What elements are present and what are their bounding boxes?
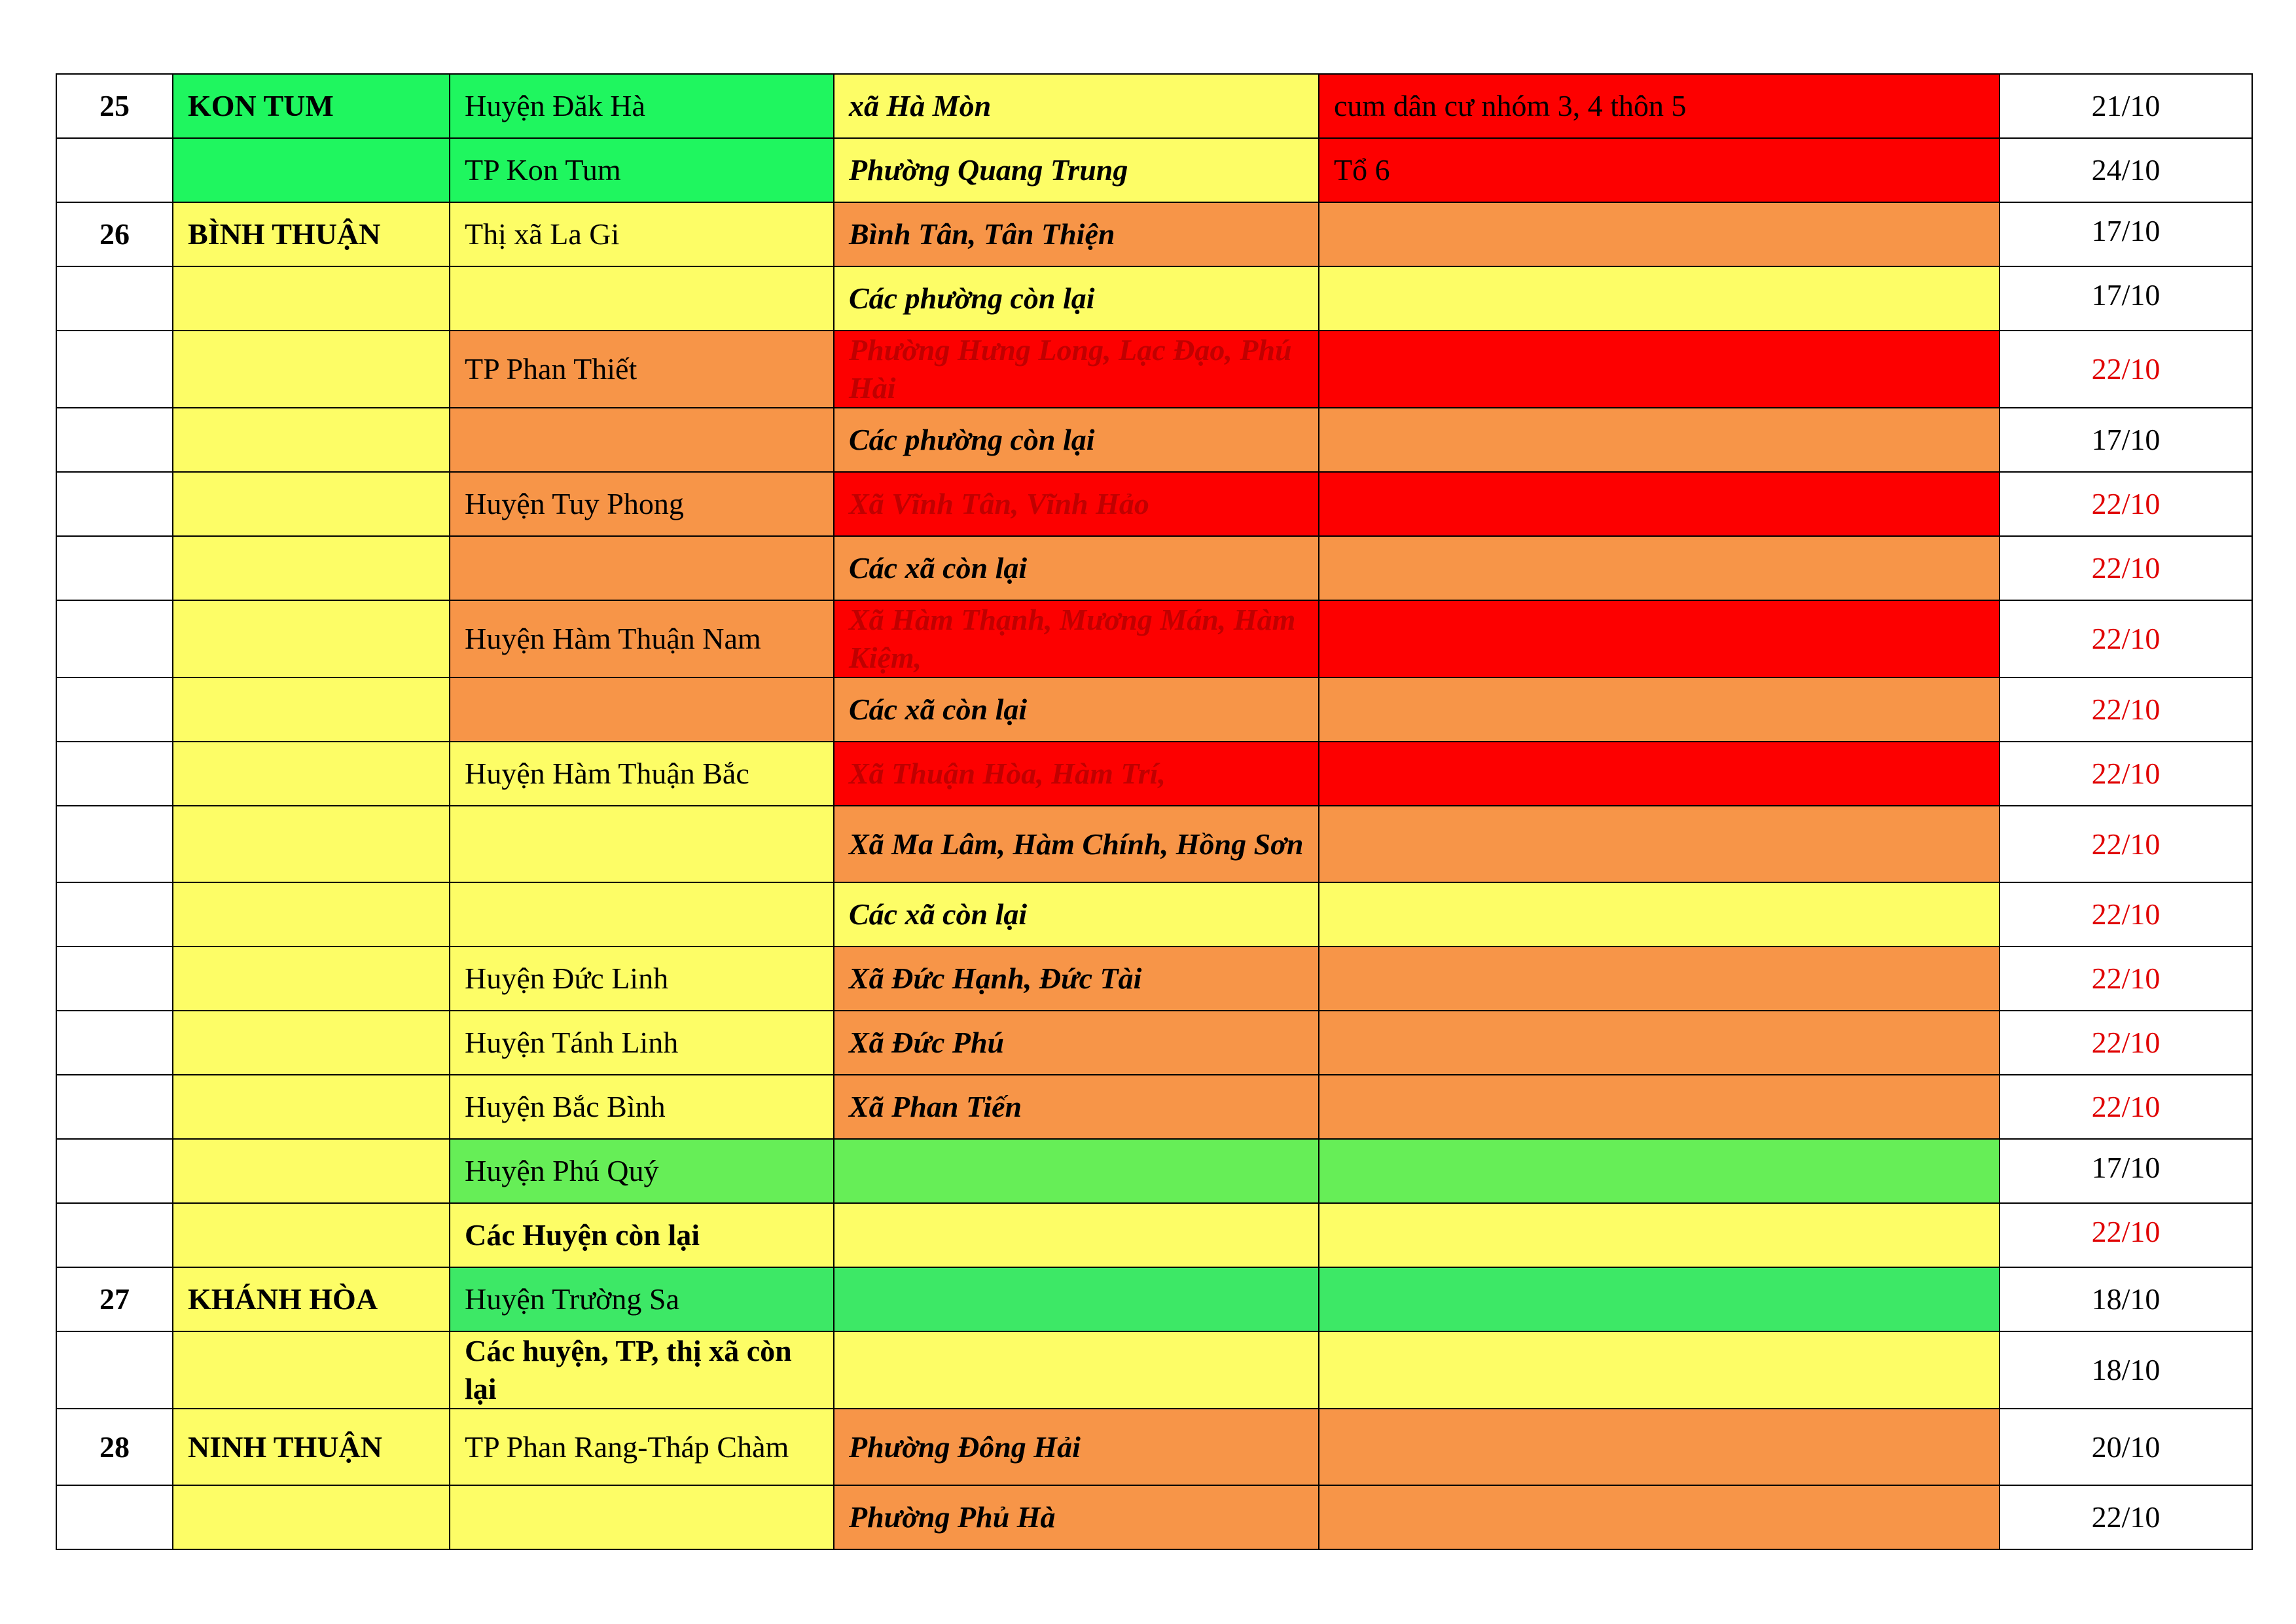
detail-cell bbox=[1319, 882, 2000, 947]
province-cell bbox=[173, 882, 450, 947]
detail-cell bbox=[1319, 742, 2000, 806]
date-cell: 22/10 bbox=[2000, 806, 2252, 882]
table-row bbox=[56, 138, 2252, 202]
area-cell bbox=[834, 1267, 1319, 1331]
province-cell bbox=[173, 536, 450, 600]
date-cell: 20/10 bbox=[2000, 1409, 2252, 1485]
province-cell bbox=[173, 806, 450, 882]
table-row bbox=[56, 947, 2252, 1011]
stt-cell bbox=[56, 1485, 173, 1549]
area-cell: Các xã còn lại bbox=[834, 882, 1319, 947]
area-cell: Các phường còn lại bbox=[834, 266, 1319, 331]
table-row bbox=[56, 331, 2252, 408]
detail-cell bbox=[1319, 408, 2000, 472]
detail-cell bbox=[1319, 806, 2000, 882]
area-cell: Xã Hàm Thạnh, Mương Mán, Hàm Kiệm, bbox=[834, 600, 1319, 677]
district-cell: Huyện Hàm Thuận Bắc bbox=[450, 742, 834, 806]
district-cell: Huyện Bắc Bình bbox=[450, 1075, 834, 1139]
date-cell: 17/10 bbox=[2000, 202, 2252, 266]
stt-cell bbox=[56, 536, 173, 600]
table-row bbox=[56, 1075, 2252, 1139]
province-cell bbox=[173, 677, 450, 742]
detail-cell bbox=[1319, 1409, 2000, 1485]
detail-cell bbox=[1319, 202, 2000, 266]
area-cell: Xã Ma Lâm, Hàm Chính, Hồng Sơn bbox=[834, 806, 1319, 882]
detail-cell bbox=[1319, 947, 2000, 1011]
stt-cell bbox=[56, 1011, 173, 1075]
table-row bbox=[56, 1485, 2252, 1549]
date-cell: 24/10 bbox=[2000, 138, 2252, 202]
table-row bbox=[56, 536, 2252, 600]
date-cell: 18/10 bbox=[2000, 1331, 2252, 1409]
date-cell: 22/10 bbox=[2000, 1485, 2252, 1549]
table-row bbox=[56, 472, 2252, 536]
district-cell: Huyện Trường Sa bbox=[450, 1267, 834, 1331]
province-cell bbox=[173, 1203, 450, 1267]
province-cell: BÌNH THUẬN bbox=[173, 202, 450, 266]
detail-cell bbox=[1319, 1485, 2000, 1549]
province-cell bbox=[173, 947, 450, 1011]
table-row bbox=[56, 266, 2252, 331]
detail-cell bbox=[1319, 1075, 2000, 1139]
district-cell: Huyện Hàm Thuận Nam bbox=[450, 600, 834, 677]
area-cell: Các phường còn lại bbox=[834, 408, 1319, 472]
stt-cell bbox=[56, 266, 173, 331]
stt-cell bbox=[56, 947, 173, 1011]
detail-cell: Tổ 6 bbox=[1319, 138, 2000, 202]
detail-cell bbox=[1319, 1011, 2000, 1075]
date-cell: 22/10 bbox=[2000, 472, 2252, 536]
table-row bbox=[56, 1011, 2252, 1075]
province-cell bbox=[173, 1139, 450, 1203]
district-cell: Huyện Đăk Hà bbox=[450, 74, 834, 138]
stt-cell bbox=[56, 1075, 173, 1139]
area-cell: Xã Đức Phú bbox=[834, 1011, 1319, 1075]
province-cell bbox=[173, 331, 450, 408]
table-row bbox=[56, 1409, 2252, 1485]
date-cell: 22/10 bbox=[2000, 536, 2252, 600]
stt-cell bbox=[56, 677, 173, 742]
area-cell bbox=[834, 1139, 1319, 1203]
date-cell: 22/10 bbox=[2000, 1075, 2252, 1139]
detail-cell bbox=[1319, 266, 2000, 331]
district-cell bbox=[450, 266, 834, 331]
table-row bbox=[56, 408, 2252, 472]
stt-cell bbox=[56, 806, 173, 882]
stt-cell bbox=[56, 1203, 173, 1267]
district-cell: TP Phan Rang-Tháp Chàm bbox=[450, 1409, 834, 1485]
table-row bbox=[56, 74, 2252, 138]
district-cell: Các huyện, TP, thị xã còn lại bbox=[450, 1331, 834, 1409]
district-cell bbox=[450, 677, 834, 742]
date-cell: 22/10 bbox=[2000, 882, 2252, 947]
table-row bbox=[56, 202, 2252, 266]
table-row bbox=[56, 1139, 2252, 1203]
stt-cell bbox=[56, 1139, 173, 1203]
stt-cell bbox=[56, 331, 173, 408]
area-cell: Các xã còn lại bbox=[834, 536, 1319, 600]
area-cell: Xã Thuận Hòa, Hàm Trí, bbox=[834, 742, 1319, 806]
district-cell bbox=[450, 536, 834, 600]
district-cell: Các Huyện còn lại bbox=[450, 1203, 834, 1267]
table-row bbox=[56, 806, 2252, 882]
stt-cell bbox=[56, 408, 173, 472]
area-cell bbox=[834, 1203, 1319, 1267]
stt-cell: 28 bbox=[56, 1409, 173, 1485]
zoning-table bbox=[56, 73, 2253, 1550]
area-cell: Xã Đức Hạnh, Đức Tài bbox=[834, 947, 1319, 1011]
date-cell: 22/10 bbox=[2000, 331, 2252, 408]
stt-cell bbox=[56, 1331, 173, 1409]
province-cell bbox=[173, 1485, 450, 1549]
detail-cell bbox=[1319, 536, 2000, 600]
date-cell: 17/10 bbox=[2000, 408, 2252, 472]
detail-cell bbox=[1319, 1139, 2000, 1203]
date-cell: 18/10 bbox=[2000, 1267, 2252, 1331]
detail-cell bbox=[1319, 331, 2000, 408]
district-cell bbox=[450, 408, 834, 472]
stt-cell bbox=[56, 882, 173, 947]
province-cell: KON TUM bbox=[173, 74, 450, 138]
district-cell: Thị xã La Gi bbox=[450, 202, 834, 266]
stt-cell bbox=[56, 138, 173, 202]
stt-cell: 25 bbox=[56, 74, 173, 138]
district-cell: Huyện Tuy Phong bbox=[450, 472, 834, 536]
district-cell bbox=[450, 882, 834, 947]
detail-cell bbox=[1319, 1267, 2000, 1331]
date-cell: 22/10 bbox=[2000, 677, 2252, 742]
date-cell: 21/10 bbox=[2000, 74, 2252, 138]
date-cell: 22/10 bbox=[2000, 1203, 2252, 1267]
area-cell bbox=[834, 1331, 1319, 1409]
table-row bbox=[56, 1267, 2252, 1331]
area-cell: xã Hà Mòn bbox=[834, 74, 1319, 138]
province-cell bbox=[173, 472, 450, 536]
detail-cell bbox=[1319, 1203, 2000, 1267]
stt-cell: 27 bbox=[56, 1267, 173, 1331]
detail-cell: cum dân cư nhóm 3, 4 thôn 5 bbox=[1319, 74, 2000, 138]
province-cell bbox=[173, 1011, 450, 1075]
province-cell bbox=[173, 266, 450, 331]
province-cell bbox=[173, 1075, 450, 1139]
table-row bbox=[56, 742, 2252, 806]
table-row bbox=[56, 600, 2252, 677]
province-cell bbox=[173, 742, 450, 806]
date-cell: 17/10 bbox=[2000, 1139, 2252, 1203]
area-cell: Các xã còn lại bbox=[834, 677, 1319, 742]
table-row bbox=[56, 1331, 2252, 1409]
date-cell: 22/10 bbox=[2000, 742, 2252, 806]
area-cell: Phường Phủ Hà bbox=[834, 1485, 1319, 1549]
table-row bbox=[56, 1203, 2252, 1267]
province-cell bbox=[173, 408, 450, 472]
district-cell: Huyện Phú Quý bbox=[450, 1139, 834, 1203]
date-cell: 22/10 bbox=[2000, 600, 2252, 677]
date-cell: 17/10 bbox=[2000, 266, 2252, 331]
district-cell bbox=[450, 806, 834, 882]
stt-cell bbox=[56, 600, 173, 677]
stt-cell bbox=[56, 472, 173, 536]
district-cell bbox=[450, 1485, 834, 1549]
date-cell: 22/10 bbox=[2000, 947, 2252, 1011]
area-cell: Phường Quang Trung bbox=[834, 138, 1319, 202]
area-cell: Xã Vĩnh Tân, Vĩnh Hảo bbox=[834, 472, 1319, 536]
district-cell: TP Phan Thiết bbox=[450, 331, 834, 408]
stt-cell bbox=[56, 742, 173, 806]
province-cell: KHÁNH HÒA bbox=[173, 1267, 450, 1331]
province-cell bbox=[173, 138, 450, 202]
area-cell: Phường Đông Hải bbox=[834, 1409, 1319, 1485]
area-cell: Phường Hưng Long, Lạc Đạo, Phú Hài bbox=[834, 331, 1319, 408]
table-row bbox=[56, 677, 2252, 742]
area-cell: Bình Tân, Tân Thiện bbox=[834, 202, 1319, 266]
detail-cell bbox=[1319, 1331, 2000, 1409]
district-cell: TP Kon Tum bbox=[450, 138, 834, 202]
detail-cell bbox=[1319, 600, 2000, 677]
area-cell: Xã Phan Tiến bbox=[834, 1075, 1319, 1139]
province-cell bbox=[173, 600, 450, 677]
date-cell: 22/10 bbox=[2000, 1011, 2252, 1075]
detail-cell bbox=[1319, 677, 2000, 742]
province-cell: NINH THUẬN bbox=[173, 1409, 450, 1485]
district-cell: Huyện Đức Linh bbox=[450, 947, 834, 1011]
stt-cell: 26 bbox=[56, 202, 173, 266]
province-cell bbox=[173, 1331, 450, 1409]
district-cell: Huyện Tánh Linh bbox=[450, 1011, 834, 1075]
table-row bbox=[56, 882, 2252, 947]
detail-cell bbox=[1319, 472, 2000, 536]
